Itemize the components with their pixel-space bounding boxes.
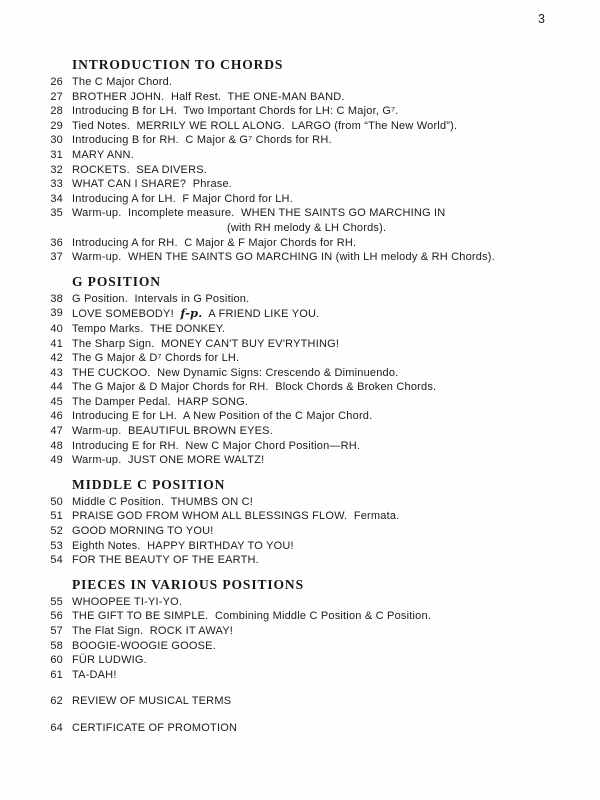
title-text: TA-DAH! [72,668,117,681]
entry-title [72,351,239,366]
title-text: G Position. Intervals in G Position. [72,292,250,305]
entry-title [72,639,216,654]
title-text: A FRIEND LIKE YOU. [202,308,320,321]
entry-page-number: 38 [50,292,63,305]
toc-row [19,133,579,148]
entry-title [72,119,457,134]
entry-title [72,206,445,235]
page-number: 3 [538,12,545,26]
entry-page-number: 56 [50,610,63,623]
entry-page-number: 34 [50,192,63,205]
entry-page-number: 53 [50,539,63,552]
title-text: THE CUCKOO. New Dynamic Signs: Crescendo & Diminuendo. [72,366,399,379]
toc-section [19,57,579,265]
title-text: Warm-up. JUST ONE MORE WALTZ! [72,454,265,467]
entry-page-number: 60 [50,654,63,667]
title-text: Tempo Marks. THE DONKEY. [72,322,226,335]
entry-page-number: 31 [50,148,63,161]
toc-row [19,609,579,624]
entry-page-number: 40 [50,322,63,335]
toc-section [19,274,579,468]
entry-title [72,322,225,337]
title-text: WHOOPEE TI-YI-YO. [72,595,183,608]
entry-title [72,236,356,251]
toc-row [19,163,579,178]
title-text: The Flat Sign. ROCK IT AWAY! [72,625,234,637]
entry-page-number: 64 [50,721,63,734]
toc-row [19,495,579,510]
entry-title [72,75,172,90]
title-text: MARY ANN. [72,148,134,161]
toc-row [19,90,579,105]
toc-row [19,148,579,163]
entry-title [72,380,436,395]
title-text: CERTIFICATE OF PROMOTION [72,721,238,734]
toc-row [19,337,579,352]
title-text: The Sharp Sign. MONEY CAN'T BUY EV'RYTHING! [72,337,340,350]
entry-title [72,133,332,148]
toc-row [19,694,579,709]
entry-title [72,250,495,265]
entry-page-number: 46 [50,410,63,423]
entry-title [72,104,399,119]
entry-page-number: 42 [50,352,63,365]
toc-section [19,477,579,568]
toc-row [19,439,579,454]
title-text: FÜR LUDWIG. [72,654,147,667]
title-text: BOOGIE-WOOGIE GOOSE. [72,639,216,652]
entry-title [72,694,231,709]
continuation-line: (with RH melody & LH Chords). [227,221,387,234]
entry-title [72,609,431,624]
entry-title [72,192,293,207]
entry-title [72,306,319,322]
entry-title [72,553,259,568]
entry-title [72,366,398,381]
toc-row [19,177,579,192]
entry-title [72,524,214,539]
entry-page-number: 48 [50,439,63,452]
title-text: WHAT CAN I SHARE? Phrase. [72,178,233,191]
entry-title [72,595,182,610]
toc-row [19,119,579,134]
title-text: Introducing B for LH. Two Important Chords for LH: C Major, G⁷. [72,105,399,118]
toc-row [19,453,579,468]
entry-title [72,624,233,639]
entry-title [72,509,399,524]
toc-row [19,639,579,654]
entry-page-number: 57 [50,625,63,637]
title-text: GOOD MORNING TO YOU! [72,525,214,538]
entry-title [72,409,372,424]
toc-row [19,322,579,337]
toc-row [19,424,579,439]
table-of-contents [19,27,579,736]
toc-row [19,395,579,410]
entry-title [72,424,273,439]
entry-page-number: 45 [50,395,63,408]
entry-page-number: 50 [50,495,63,508]
entry-page-number: 55 [50,595,63,608]
section-heading: PIECES IN VARIOUS POSITIONS [72,576,304,592]
title-text: Introducing A for RH. C Major & F Major Chords for RH. [72,236,357,249]
title-text: FOR THE BEAUTY OF THE EARTH. [72,554,259,567]
title-text: Warm-up. Incomplete measure. WHEN THE SAINTS GO MARCHING IN [72,207,446,220]
title-text: The C Major Chord. [72,76,173,88]
entry-page-number: 41 [50,337,63,350]
title-text: Introducing A for LH. F Major Chord for LH. [72,192,293,205]
entry-page-number: 61 [50,668,63,681]
entry-title [72,337,339,352]
toc-section [19,577,579,683]
title-text: The Damper Pedal. HARP SONG. [72,395,249,408]
toc-row [19,366,579,381]
toc-row [19,524,579,539]
entry-title [72,395,248,410]
title-text: Middle C Position. THUMBS ON C! [72,495,254,508]
title-text: BROTHER JOHN. Half Rest. THE ONE-MAN BAND. [72,90,345,103]
entry-title [72,439,360,454]
entry-page-number: 27 [50,90,63,103]
entry-page-number: 62 [50,695,63,708]
title-text: Tied Notes. MERRILY WE ROLL ALONG. LARGO (from “The New World”). [72,119,458,132]
toc-row [19,236,579,251]
entry-page-number: 33 [50,178,63,191]
entry-title [72,148,134,163]
entry-page-number: 32 [50,163,63,176]
toc-row [19,595,579,610]
entry-page-number: 37 [50,251,63,264]
toc-row [19,653,579,668]
title-text: Introducing E for LH. A New Position of the C Major Chord. [72,410,373,423]
entry-page-number: 36 [50,236,63,249]
entry-title [72,292,249,307]
entry-page-number: 29 [50,119,63,132]
toc-row [19,75,579,90]
entry-title [72,453,264,468]
title-text: Warm-up. BEAUTIFUL BROWN EYES. [72,425,273,438]
entry-page-number: 44 [50,381,63,394]
entry-title [72,653,147,668]
toc-row [19,624,579,639]
entry-title [72,90,345,105]
toc-row [19,192,579,207]
entry-page-number: 58 [50,639,63,652]
toc-row [19,539,579,554]
toc-row [19,553,579,568]
dynamics-text: f-p. [180,306,203,321]
toc-row [19,104,579,119]
toc-row [19,721,579,736]
toc-row [19,306,579,322]
entry-page-number: 43 [50,366,63,379]
entry-title [72,668,117,683]
entry-page-number: 51 [50,510,63,523]
entry-title [72,539,294,554]
entry-page-number: 47 [50,425,63,438]
section-heading: INTRODUCTION TO CHORDS [72,57,284,72]
toc-row [19,668,579,683]
entry-page-number: 30 [50,134,63,147]
title-text: Eighth Notes. HAPPY BIRTHDAY TO YOU! [72,539,294,552]
title-text: LOVE SOMEBODY! [72,308,181,321]
toc-row [19,509,579,524]
toc-row [19,250,579,265]
entry-page-number: 26 [50,76,63,88]
title-text: THE GIFT TO BE SIMPLE. Combining Middle C Position & C Position. [72,610,432,623]
entry-title [72,721,237,736]
entry-title [72,163,207,178]
entry-page-number: 54 [50,554,63,567]
title-text: ROCKETS. SEA DIVERS. [72,163,208,176]
entry-page-number: 49 [50,454,63,467]
section-heading: G POSITION [72,273,161,289]
entry-page-number: 28 [50,105,63,118]
title-text: PRAISE GOD FROM WHOM ALL BLESSINGS FLOW. Fermata. [72,510,400,523]
entry-title [72,177,232,192]
entry-page-number: 35 [50,207,63,220]
entry-page-number: 52 [50,525,63,538]
title-text: REVIEW OF MUSICAL TERMS [72,695,232,708]
title-text: Warm-up. WHEN THE SAINTS GO MARCHING IN (with LH melody & RH Chords). [72,251,495,264]
title-text: The G Major & D⁷ Chords for LH. [72,352,240,365]
title-text: Introducing E for RH. New C Major Chord Position—RH. [72,439,361,452]
entry-title [72,495,253,510]
title-text: Introducing B for RH. C Major & G⁷ Chords for RH. [72,134,332,147]
title-text: The G Major & D Major Chords for RH. Block Chords & Broken Chords. [72,381,437,394]
toc-row [19,206,579,235]
toc-row [19,351,579,366]
section-heading: MIDDLE C POSITION [72,476,226,492]
entry-page-number: 39 [50,307,63,320]
toc-row [19,409,579,424]
toc-row [19,380,579,395]
toc-row [19,292,579,307]
